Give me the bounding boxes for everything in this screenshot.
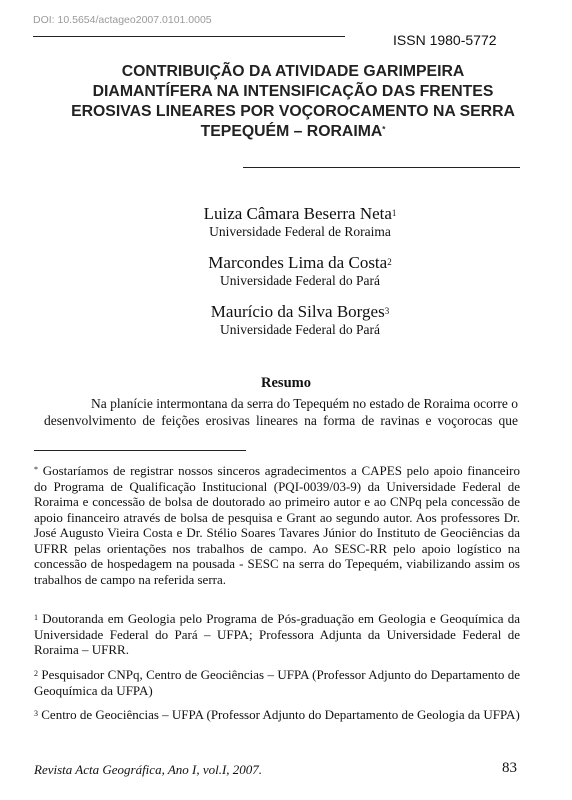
author-sup: 2 <box>387 257 392 267</box>
author-affiliation: Universidade Federal de Roraima <box>209 224 391 239</box>
footnote <box>34 707 520 723</box>
footnote-mark: 1 <box>34 613 38 622</box>
footnote-rule <box>34 450 246 451</box>
title-line: EROSIVAS LINEARES POR VOÇOROCAMENTO NA SERRA <box>71 103 515 120</box>
journal-citation: Revista Acta Geográfica, Ano I, vol.I, 2007. <box>34 762 263 777</box>
paper-title <box>62 62 524 142</box>
footnote-mark: 3 <box>34 709 38 718</box>
title-line: DIAMANTÍFERA NA INTENSIFICAÇÃO DAS FRENTES <box>92 83 494 100</box>
title-line: CONTRIBUIÇÃO DA ATIVIDADE GARIMPEIRA <box>121 63 465 80</box>
title-rule <box>243 167 520 168</box>
footnote-text: Doutoranda em Geologia pelo Programa de Pós-graduação em Geologia e Geoquímica da Universidade Federal do Pará – UFPA; Professora Adjunta da Universidade Federal de Roraima – UFRR. <box>34 611 521 657</box>
footnote-text: Centro de Geociências – UFPA (Professor Adjunto do Departamento de Geologia da UFPA) <box>41 707 520 722</box>
title-line-text: TEPEQUÉM – RORAIMA <box>200 123 383 140</box>
author-sup: 3 <box>384 306 390 316</box>
title-line <box>62 122 524 142</box>
footnote-text: Gostaríamos de registrar nossos sinceros agradecimentos a CAPES pelo apoio financeiro do Programa de Qualificação Institucional (PQI-0039/03-9) da Universidade Federal de Roraima e concessão de bolsa de doutorado ao primeiro autor e ao CNPq pela concessão de apoio financeiro através de bolsa de pesquisa e Grant ao segundo autor. Aos professores Dr. José Augusto Vieira Costa e Dr. Stélio Soares Tavares Júnior do Instituto de Geociências da UFRR pelas orientações nos trabalhos de campo. Ao SESC-RR pelo apoio logístico na concessão de hospedagem na pousada - SESC na serra do Tepequém, viabilizando assim os trabalhos de campo na referida serra. <box>34 463 521 587</box>
abstract-text <box>44 395 518 429</box>
author-name <box>100 204 500 224</box>
page-number: 83 <box>502 760 517 776</box>
abstract-line: desenvolvimento de feições erosivas lineares na forma de ravinas e voçorocas que <box>44 413 518 428</box>
title-footnote-mark: * <box>382 125 386 134</box>
issn-label: ISSN 1980-5772 <box>393 32 497 48</box>
footnote-mark: 2 <box>34 669 38 678</box>
footnote <box>34 463 520 587</box>
author-name <box>100 302 500 322</box>
author-name-text: Luiza Câmara Beserra Neta <box>203 204 392 223</box>
author-affiliation: Universidade Federal do Pará <box>219 273 381 288</box>
footnote <box>34 611 520 658</box>
author-name-text: Marcondes Lima da Costa <box>208 253 388 272</box>
footnote-mark: * <box>34 465 38 474</box>
footnote <box>34 667 520 698</box>
author-block <box>100 204 500 240</box>
doi-label: DOI: 10.5654/actageo2007.0101.0005 <box>33 14 212 26</box>
footnote-text: Pesquisador CNPq, Centro de Geociências – UFPA (Professor Adjunto do Departamento de Geoquímica da UFPA) <box>34 667 521 698</box>
author-block <box>100 253 500 289</box>
header-rule <box>33 36 345 37</box>
author-name <box>100 253 500 273</box>
author-name-text: Maurício da Silva Borges <box>210 302 385 321</box>
abstract-heading: Resumo <box>261 375 311 391</box>
author-affiliation: Universidade Federal do Pará <box>219 322 381 337</box>
author-block <box>100 302 500 338</box>
abstract-line: Na planície intermontana da serra do Tepequém no estado de Roraima ocorre o <box>91 396 518 411</box>
author-sup: 1 <box>391 208 397 218</box>
